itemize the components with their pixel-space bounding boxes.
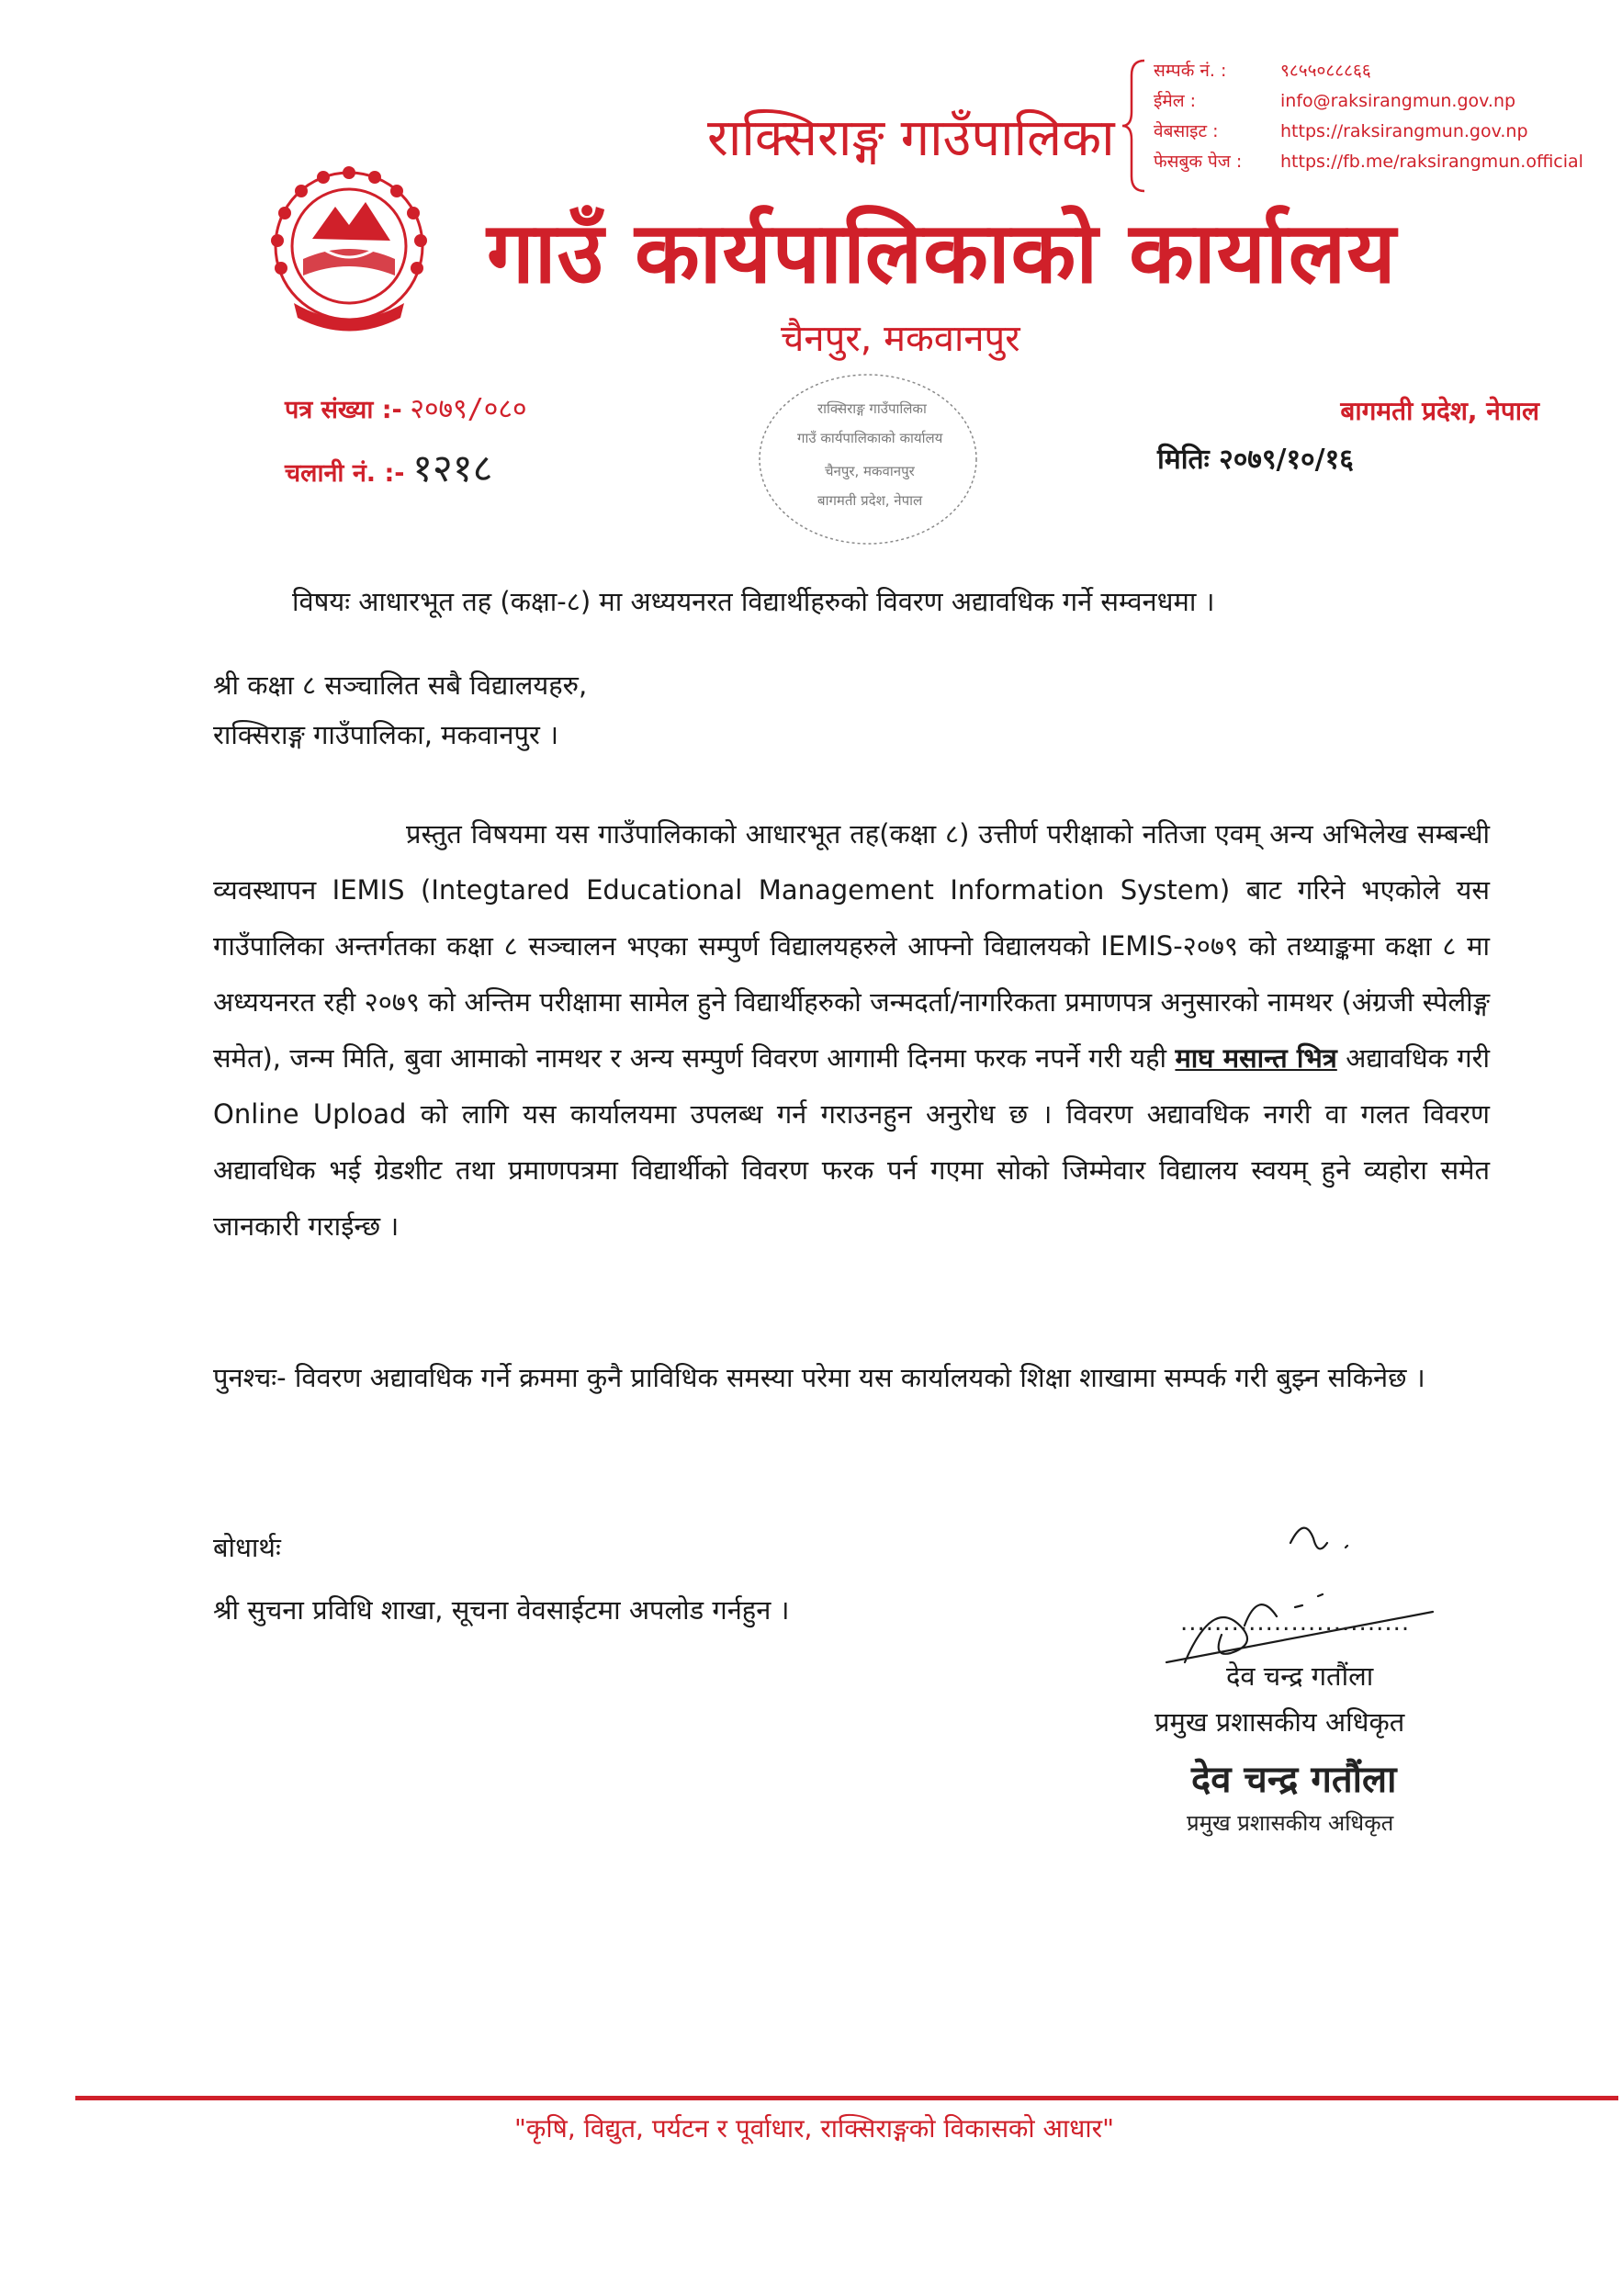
contact-block bbox=[1154, 57, 1583, 178]
nepal-government-emblem-icon bbox=[257, 156, 441, 340]
cc-heading: बोधार्थः bbox=[213, 1532, 281, 1563]
signatory-name: देव चन्द्र गतौंला bbox=[1226, 1660, 1374, 1692]
footer-divider bbox=[75, 2096, 1618, 2100]
cc-recipient: श्री सुचना प्रविधि शाखा, सूचना वेवसाईटमा अपलोड गर्नहुन । bbox=[213, 1594, 790, 1626]
office-location: चैनपुर, मकवानपुर bbox=[781, 318, 1020, 360]
designation-seal: प्रमुख प्रशासकीय अधिकृत bbox=[1187, 1810, 1394, 1836]
addressee-line-1: श्री कक्षा ८ सञ्चालित सबै विद्यालयहरु, bbox=[213, 670, 588, 701]
dispatch-number-label: चलानी नं. :- bbox=[285, 458, 405, 488]
addressee-line-2: राक्सिराङ्ग गाउँपालिका, मकवानपुर । bbox=[213, 718, 559, 750]
contact-phone bbox=[1154, 57, 1583, 87]
paragraph-part-2: अद्यावधिक गरी Online Upload को लागि यस कार्यालयमा उपलब्ध गर्न गराउनहुन अनुरोध छ । विवरण अद्यावधिक नगरी वा गलत विवरण अद्यावधिक भई ग्रेडशीट तथा प्रमाणपत्रमा विद्यार्थीको विवरण फरक पर्न गएमा सोको जिम्मेवार विद्यालय स्वयम् हुने व्यहोरा समेत जानकारी गराईन्छ । bbox=[213, 1042, 1490, 1242]
date-label: मितिः bbox=[1157, 444, 1210, 476]
municipality-name: राक्सिराङ्ग गाउँपालिका bbox=[707, 108, 1115, 168]
contact-email bbox=[1154, 87, 1583, 118]
postscript: पुनश्चः- विवरण अद्यावधिक गर्ने क्रममा कुनै प्राविधिक समस्या परेमा यस कार्यालयको शिक्षा शाखामा सम्पर्क गरी बुझ्न सकिनेछ । bbox=[213, 1362, 1425, 1393]
office-title: गाउँ कार्यपालिकाको कार्यालय bbox=[487, 204, 1397, 302]
contact-website bbox=[1154, 118, 1583, 148]
reference-block bbox=[285, 386, 527, 501]
stamp-line-1: राक्सिराङ्ग गाउँपालिका bbox=[817, 400, 927, 417]
contact-phone-value: ९८५५०८८८६६ bbox=[1280, 61, 1371, 81]
contact-website-value: https://raksirangmun.gov.np bbox=[1280, 121, 1528, 141]
handwritten-signature bbox=[1157, 1488, 1451, 1671]
letter-subject: विषयः आधारभूत तह (कक्षा-८) मा अध्ययनरत विद्यार्थीहरुको विवरण अद्यावधिक गर्ने सम्वनधमा । bbox=[292, 586, 1215, 617]
main-paragraph bbox=[213, 806, 1490, 1255]
date-value: २०७९/१०/१६ bbox=[1219, 444, 1354, 476]
letter-date bbox=[1157, 439, 1354, 477]
office-stamp bbox=[753, 367, 983, 551]
contact-facebook-value: https://fb.me/raksirangmun.official bbox=[1280, 152, 1583, 172]
deadline-emphasis: माघ मसान्त भित्र bbox=[1175, 1042, 1337, 1074]
contact-email-value: info@raksirangmun.gov.np bbox=[1280, 91, 1516, 111]
letter-number-label: पत्र संख्या :- bbox=[285, 396, 402, 424]
contact-email-label: ईमेल : bbox=[1154, 91, 1197, 111]
stamp-line-4: बागमती प्रदेश, नेपाल bbox=[817, 492, 923, 509]
paragraph-part-1: प्रस्तुत विषयमा यस गाउँपालिकाको आधारभूत तह(कक्षा ८) उत्तीर्ण परीक्षाको नतिजा एवम् अन्य अभिलेख सम्बन्धी व्यवस्थापन IEMIS (Integtared Educational Management Information System) बाट गरिने भएकोले यस गाउँपालिका अन्तर्गतका कक्षा ८ सञ्चालन भएका सम्पुर्ण विद्यालयहरुले आफ्नो विद्यालयको IEMIS-२०७९ को तथ्याङ्कमा कक्षा ८ मा अध्ययनरत रही २०७९ को अन्तिम परीक्षामा सामेल हुने विद्यार्थीहरुको जन्मदर्ता/नागरिकता प्रमाणपत्र अनुसारको नामथर (अंग्रजी स्पेलीङ्ग समेत), जन्म मिति, बुवा आमाको नामथर र अन्य सम्पुर्ण विवरण आगामी दिनमा फरक नपर्ने गरी यही bbox=[213, 818, 1490, 1074]
dispatch-number-row bbox=[285, 434, 527, 502]
contact-facebook-label: फेसबुक पेज : bbox=[1154, 152, 1243, 172]
contact-facebook bbox=[1154, 148, 1583, 178]
name-seal: देव चन्द्र गतौंला bbox=[1191, 1759, 1397, 1801]
stamp-line-2: गाउँ कार्यपालिकाको कार्यालय bbox=[797, 430, 943, 446]
letter-number-row bbox=[285, 386, 527, 434]
contact-website-label: वेबसाइट : bbox=[1154, 121, 1219, 141]
signatory-designation: प्रमुख प्रशासकीय अधिकृत bbox=[1155, 1706, 1405, 1738]
contact-phone-label: सम्पर्क नं. : bbox=[1154, 61, 1227, 81]
addressee-block bbox=[213, 661, 587, 760]
stamp-line-3: चैनपुर, मकवानपुर bbox=[825, 463, 915, 479]
brace-icon bbox=[1121, 57, 1148, 195]
footer-motto: "कृषि, विद्युत, पर्यटन र पूर्वाधार, राक्सिराङ्गको विकासको आधार" bbox=[514, 2113, 1114, 2144]
dispatch-number: १२१८ bbox=[412, 445, 493, 490]
province-name: बागमती प्रदेश, नेपाल bbox=[1340, 396, 1539, 426]
signature-line: ........................... bbox=[1180, 1609, 1411, 1637]
letter-number: २०७९/०८० bbox=[410, 393, 527, 425]
